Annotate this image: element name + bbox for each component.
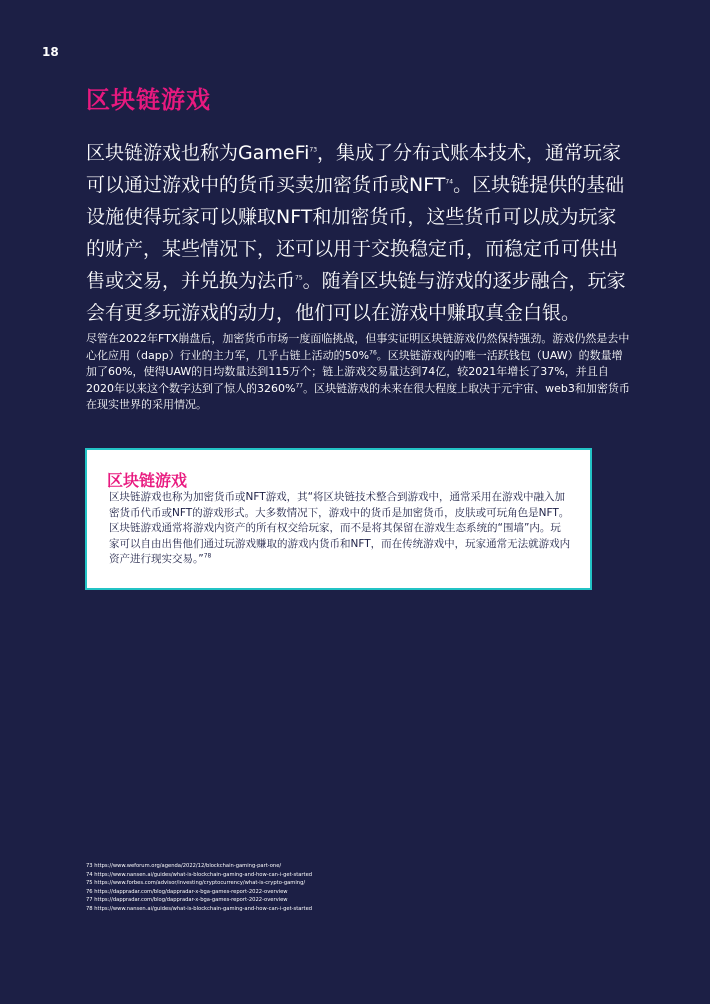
footnote-75: 75 https://www.forbes.com/advisor/investing/cryptocurrency/what-is-crypto-gaming/ (86, 880, 306, 887)
footnote-76: 76 https://dappradar.com/blog/dappradar-x-bga-games-report-2022-overview (86, 888, 288, 895)
footnote-77: 77 https://dappradar.com/blog/dappradar-x-bga-games-report-2022-overview (86, 897, 288, 904)
section-title: 区块链游戏 (86, 86, 211, 114)
page-number: 18 (42, 45, 59, 59)
lead-paragraph (86, 137, 631, 329)
lead-text-2: ，集成了分布式账本技术，通常玩家可以通过游戏中的货币买卖加密货币或NFT (86, 142, 622, 196)
footnote-ref-77: 77 (295, 381, 304, 389)
definition-callout-box (85, 448, 592, 590)
body-text-3: 。区块链游戏的未来在很大程度上取决于元宇宙、web3和加密货币在现实世界的采用情况。 (86, 381, 630, 411)
footnote-ref-78: 78 (203, 552, 212, 560)
callout-text (109, 490, 571, 568)
lead-text-3: 。区块链提供的基础设施使得玩家可以赚取NFT和加密货币，这些货币可以成为玩家的财产，某些情况下，还可以用于交换稳定币，而稳定币可供出售或交易，并兑换为法币 (86, 174, 625, 292)
footnote-74: 74 https://www.nansen.ai/guides/what-is-blockchain-gaming-and-how-can-i-get-started (86, 871, 313, 878)
footnote-ref-75: 75 (295, 274, 303, 282)
footnote-78: 78 https://www.nansen.ai/guides/what-is-blockchain-gaming-and-how-can-i-get-started (86, 905, 313, 912)
callout-title: 区块链游戏 (107, 471, 188, 490)
footnote-ref-76: 76 (369, 348, 377, 356)
lead-text-4: 。随着区块链与游戏的逐步融合，玩家会有更多玩游戏的动力，他们可以在游戏中赚取真金白银。 (86, 270, 626, 324)
footnotes-list (86, 862, 646, 914)
footnote-ref-73: 73 (309, 146, 318, 154)
body-paragraph (86, 331, 631, 414)
body-text-2: 。区块链游戏内的唯一活跃钱包（UAW）的数量增加了60%，使得UAW的日均数量达到115万个；链上游戏交易量达到74亿，较2021年增长了37%，并且自2020年以来这个数字达到了惊人的3260% (86, 348, 623, 395)
lead-text-1: 区块链游戏也称为GameFi (86, 142, 310, 164)
footnote-ref-74: 74 (445, 178, 454, 186)
footnote-73: 73 https://www.weforum.org/agenda/2022/12/blockchain-gaming-part-one/ (86, 863, 282, 869)
body-text-1: 尽管在2022年FTX崩盘后，加密货币市场一度面临挑战，但事实证明区块链游戏仍然保持强劲。游戏仍然是去中心化应用（dapp）行业的主力军，几乎占链上活动的50% (86, 332, 630, 362)
callout-body: 区块链游戏也称为加密货币或NFT游戏，其“将区块链技术整合到游戏中，通常采用在游戏中融入加密货币代币或NFT的游戏形式。大多数情况下，游戏中的货币是加密货币，皮肤或可玩角色是NFT。区块链游戏通常将游戏内资产的所有权交给玩家，而不是将其保留在游戏生态系统的“围墙”内。玩家可以自由出售他们通过玩游戏赚取的游戏内货币和NFT，而在传统游戏中，玩家通常无法就游戏内资产进行现实交易。” (109, 491, 571, 565)
